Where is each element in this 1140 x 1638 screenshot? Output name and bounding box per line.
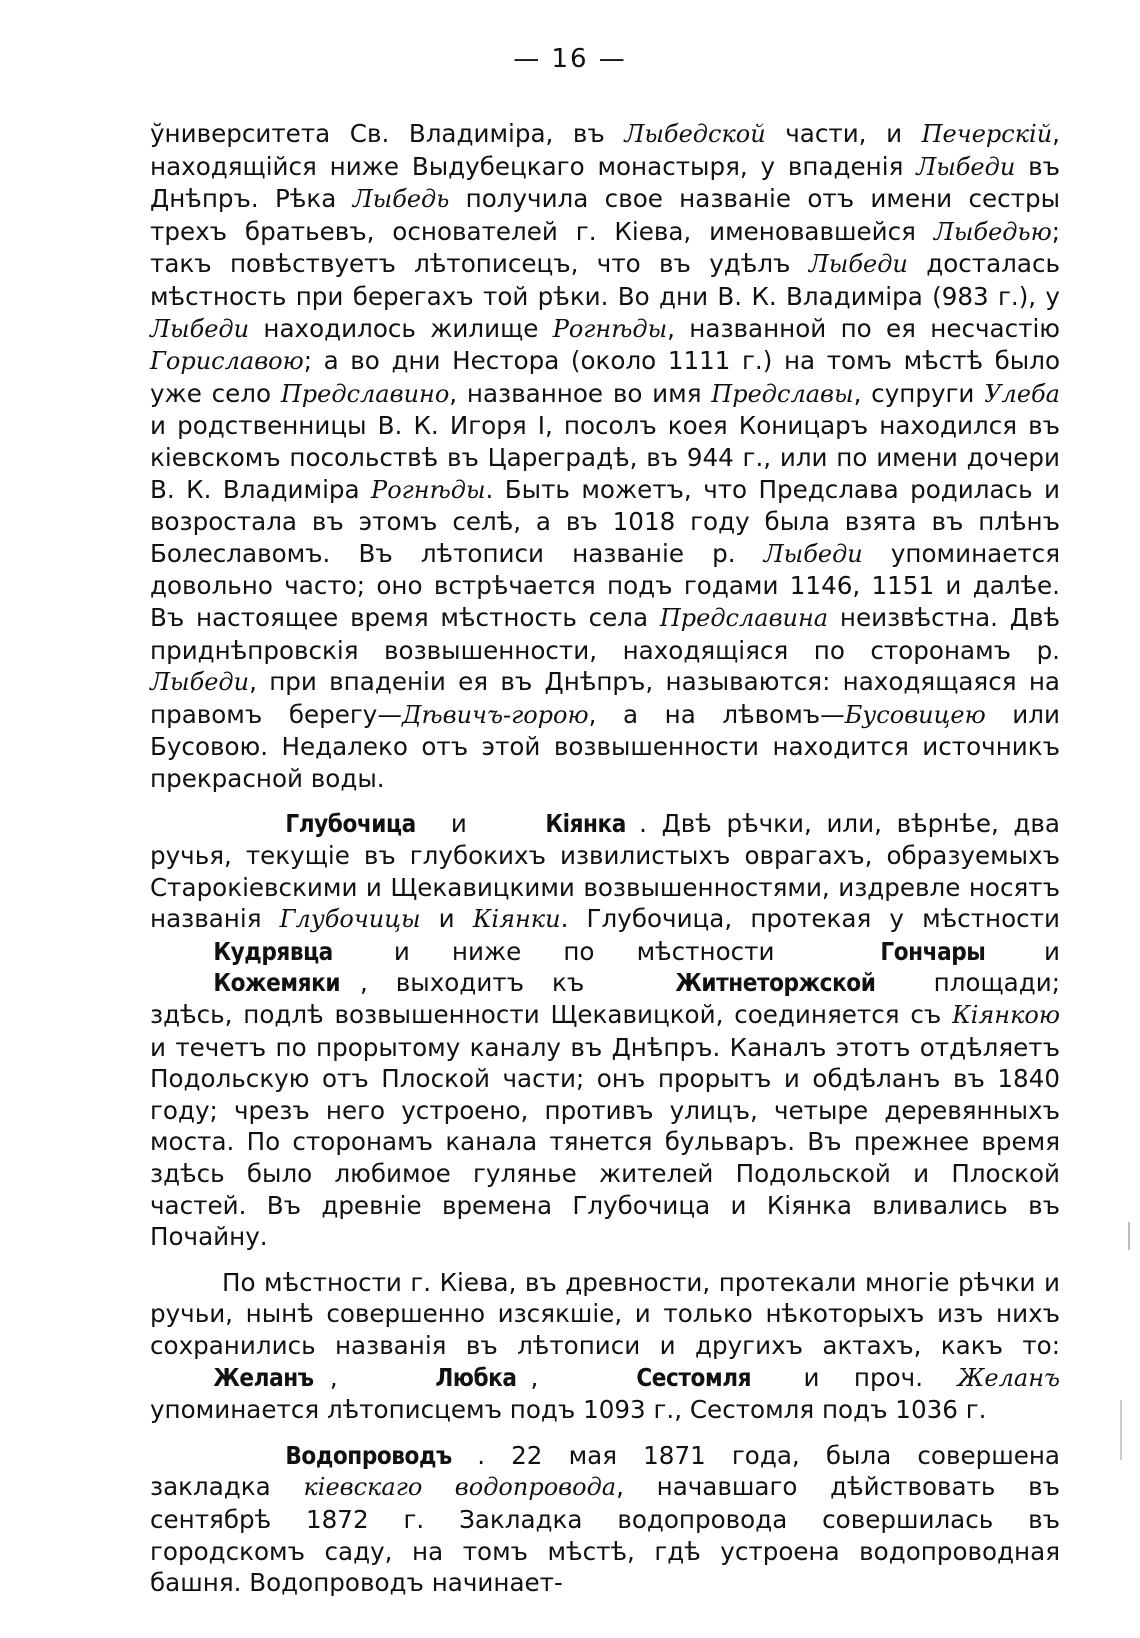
text-run: и проч.: [769, 1362, 958, 1392]
text-run: ,: [530, 1362, 573, 1392]
text-run: въ Днѣпръ. Рѣка: [150, 151, 1060, 214]
bold-heading-term: Житнеторжской: [675, 968, 876, 998]
text-run: . 22 мая 1871 года, была совершена закладка: [150, 1440, 1060, 1502]
italic-term: Желанъ: [957, 1363, 1061, 1392]
page-body: [150, 118, 1060, 1599]
text-run: По мѣстности г. Кіева, въ древности, протекали многіе рѣчки и ручьи, нынѣ совершенно изсякшіе, и только нѣкоторыхъ изъ нихъ сохранились названія въ лѣтописи и другихъ актахъ, какъ то:: [150, 1267, 1060, 1360]
text-run: и ниже по мѣстности: [351, 936, 817, 966]
text-run: , начавшаго дѣйствовать въ сентябрѣ 1872 г. Закладка водопровода совершилась въ городскомъ саду, на томъ мѣстѣ, гдѣ устроена водопроводная башня. Водопроводъ начинает-: [150, 1472, 1060, 1598]
text-run: неизвѣстна. Двѣ приднѣпровскія возвышенности, находящіяся по сторонамъ р.: [150, 602, 1060, 665]
italic-term: Предславы: [711, 379, 854, 408]
text-run: , названное во имя: [449, 378, 712, 408]
bold-heading-term: Кіянка: [544, 809, 626, 839]
italic-term: Предславино: [280, 379, 450, 408]
italic-term: кіевскаго водопровода: [303, 1473, 617, 1502]
bold-heading-term: Глубочица: [285, 809, 416, 839]
bold-heading-term: Кудрявца: [213, 936, 333, 966]
text-run: , выходитъ къ: [359, 968, 613, 998]
text-run: ; такъ повѣствуетъ лѣтописецъ, что въ удѣлъ: [150, 216, 1060, 279]
bold-heading-term: Гончары: [879, 936, 985, 966]
italic-term: Лыбеди: [763, 539, 863, 568]
bold-heading-term: Любка: [435, 1362, 517, 1392]
page-number: — 16 —: [513, 44, 627, 74]
italic-term: Лыбеди: [808, 250, 908, 279]
text-run: части, и: [765, 119, 922, 148]
italic-term: Глубочицы: [279, 905, 421, 934]
italic-term: Кіянки: [472, 905, 561, 934]
italic-term: Рогнѣды: [552, 314, 668, 343]
text-run: ўниверситета Св. Владиміра, въ: [150, 119, 625, 148]
paragraph-ancient-streams: [150, 1267, 1060, 1426]
text-run: досталась мѣстность при берегахъ той рѣки. Во дни В. К. Владиміра (983 г.), у: [150, 249, 1060, 311]
text-run: , супруги: [853, 378, 985, 408]
italic-term: Лыбедской: [624, 120, 766, 148]
text-run: , при впаденіи ея въ Днѣпръ, называются: находящаяся на правомъ берегу—: [150, 667, 1060, 729]
bold-heading-term: Желанъ: [213, 1362, 314, 1392]
bold-heading-term: Водопроводъ: [285, 1440, 452, 1470]
text-run: и: [1001, 936, 1060, 966]
italic-term: Гориславою: [150, 347, 304, 376]
italic-term: Лыбеди: [916, 152, 1016, 181]
text-run: ,: [329, 1362, 373, 1392]
text-run: и течетъ по прорытому каналу въ Днѣпръ. Каналъ этотъ отдѣляетъ Подольскую отъ Плоской части; онъ прорытъ и обдѣланъ въ 1840 году; чрезъ него устроено, противъ улицъ, четыре деревянныхъ моста. По сторонамъ канала тянется бульваръ. Въ прежнее время здѣсь было любимое гулянье жителей Подольской и Плоской частей. Въ древніе времена Глубочица и Кіянка вливались въ Почайну.: [150, 1032, 1060, 1252]
scan-margin-mark: [1120, 1400, 1122, 1460]
text-run: ; а во дни Нестора (около 1111 г.) на томъ мѣстѣ было уже село: [150, 346, 1060, 408]
italic-term: Рогнѣды: [371, 475, 486, 504]
paragraph-lybed: [150, 118, 1060, 794]
italic-term: Бусовицею: [844, 700, 986, 729]
italic-term: Печерскій: [921, 120, 1053, 148]
italic-term: Лыбедью: [933, 217, 1052, 246]
bold-heading-term: Кожемяки: [213, 968, 341, 998]
scan-margin-mark: [1128, 1222, 1130, 1250]
paragraph-glubochitsa-kiyanka: [150, 808, 1060, 1252]
text-run: и: [436, 809, 482, 839]
bold-heading-term: Сестомля: [636, 1362, 751, 1392]
text-run: площади; здѣсь, подлѣ возвышенности Щекавицкой, соединяется съ: [150, 968, 1060, 1030]
italic-term: Предславина: [659, 603, 829, 632]
text-run: , находящійся ниже Выдубецкаго монастыря, у впаденія: [150, 119, 1060, 181]
italic-term: Лыбеди: [150, 314, 250, 343]
italic-term: Улеба: [984, 379, 1060, 408]
text-run: , названной по ея несчастію: [667, 313, 1060, 343]
text-run: . Двѣ рѣчки, или, вѣрнѣе, два ручья, текущіе въ глубокихъ извилистыхъ оврагахъ, образуемыхъ Старокіевскими и Щекавицкими возвышенностями, издревле носятъ названія: [150, 809, 1060, 934]
italic-term: Лыбедь: [352, 185, 450, 214]
text-run: упоминается довольно часто; оно встрѣчается подъ годами 1146, 1151 и далѣе. Въ настоящее время мѣстность села: [150, 538, 1060, 632]
text-run: . Глубочица, протекая у мѣстности: [560, 904, 1060, 934]
text-run: . Быть можетъ, что Предслава родилась и возростала въ этомъ селѣ, а въ 1018 году была взята въ плѣнъ Болеславомъ. Въ лѣтописи названіе р.: [150, 474, 1061, 568]
italic-term: Дѣвичъ-горою: [401, 700, 589, 729]
paragraph-water-supply: [150, 1440, 1060, 1599]
text-run: находилось жилище: [249, 313, 553, 343]
text-run: получила свое названіе отъ имени сестры трехъ братьевъ, основателей г. Кіева, именовавшейся: [150, 184, 1060, 246]
text-run: упоминается лѣтописцемъ подъ 1093 г., Сестомля подъ 1036 г.: [150, 1395, 987, 1425]
text-run: и родственницы В. К. Игоря I, посолъ коея Коницаръ находился въ кіевскомъ посольствѣ въ Цареградѣ, въ 944 г., или по имени дочери В. К. Владиміра: [150, 411, 1060, 504]
text-run: , а на лѣвомъ—: [588, 699, 845, 729]
text-run: или Бусовою. Недалеко отъ этой возвышенности находится источникъ прекрасной воды.: [150, 699, 1060, 793]
text-run: и: [420, 904, 473, 934]
italic-term: Лыбеди: [150, 668, 250, 697]
italic-term: Кіянкою: [952, 1001, 1060, 1030]
